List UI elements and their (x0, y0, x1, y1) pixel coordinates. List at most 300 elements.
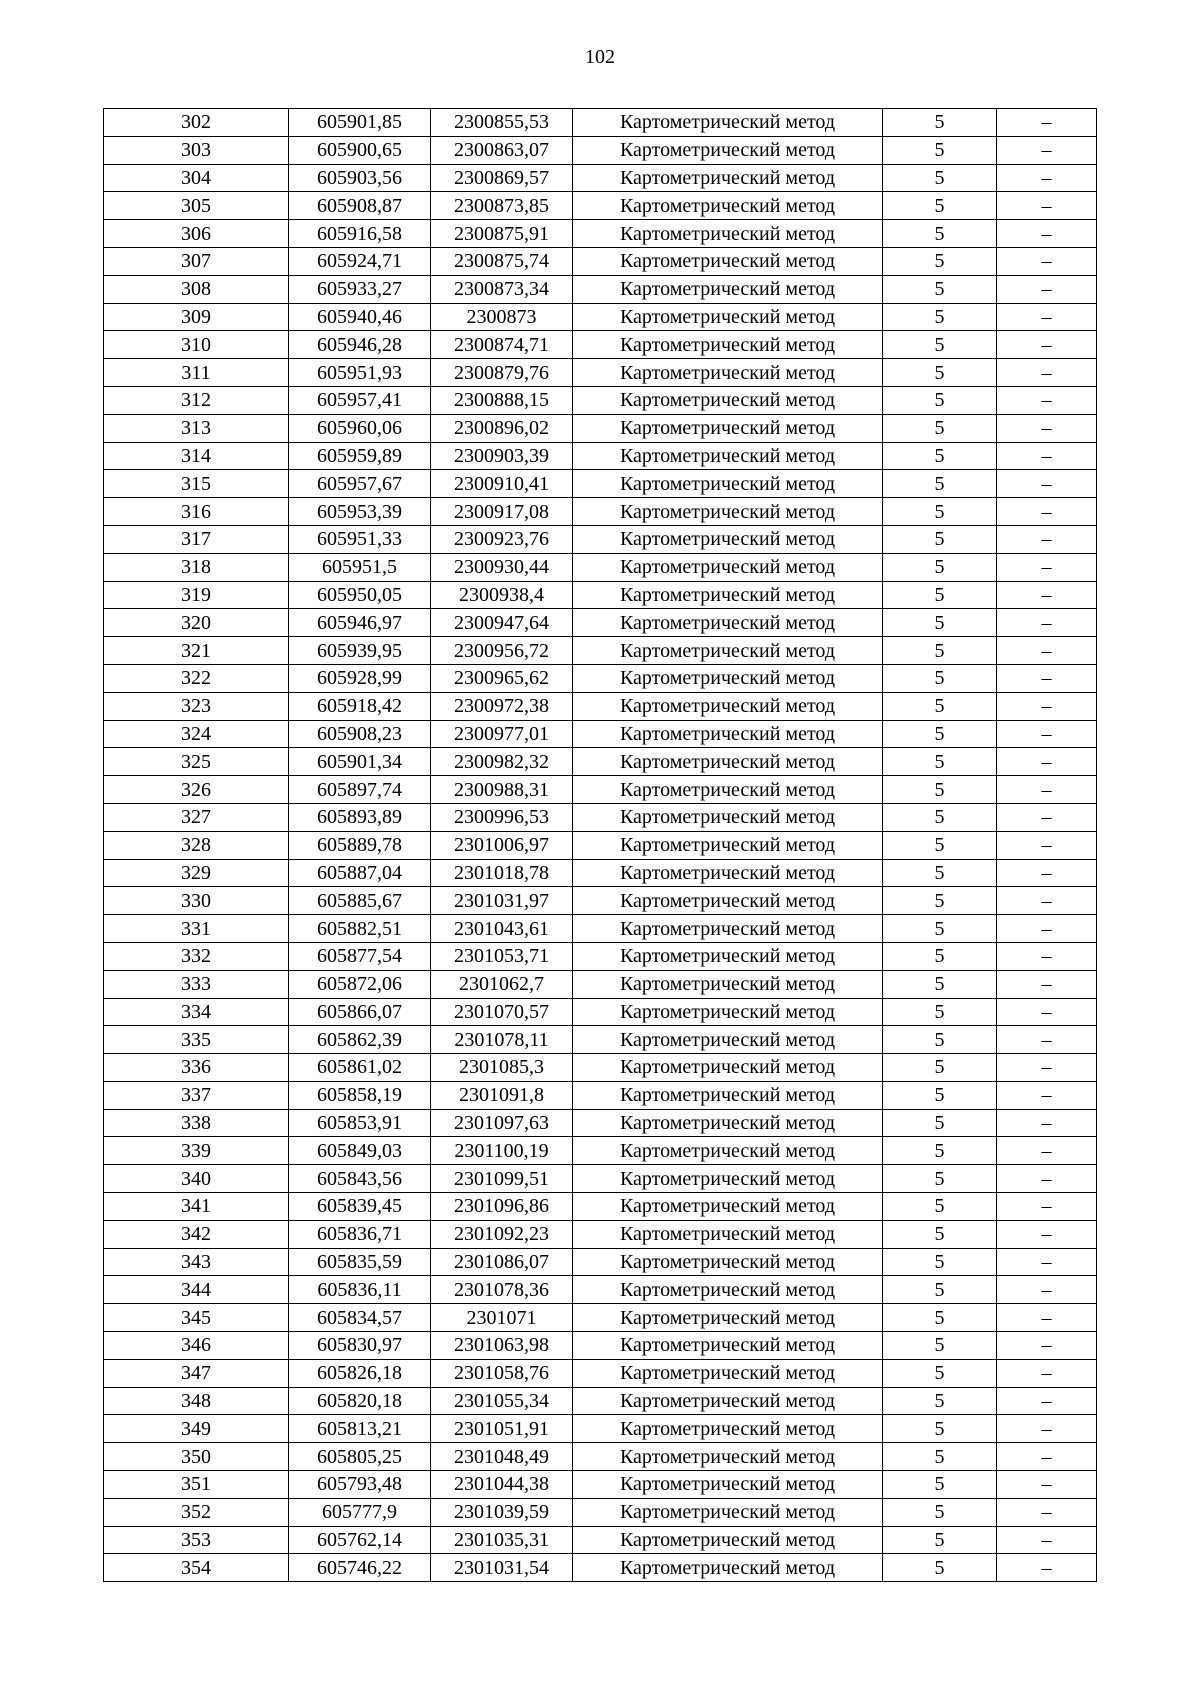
point-number-cell: 303 (104, 136, 289, 164)
y-coordinate-cell: 2301063,98 (431, 1332, 573, 1360)
x-coordinate-cell: 605849,03 (289, 1137, 431, 1165)
description-cell: – (997, 1415, 1097, 1443)
method-cell: Картометрический метод (573, 1387, 883, 1415)
table-row (104, 525, 1097, 553)
accuracy-cell: 5 (883, 1526, 997, 1554)
description-cell: – (997, 664, 1097, 692)
description-cell: – (997, 1248, 1097, 1276)
description-cell: – (997, 247, 1097, 275)
description-cell: – (997, 1220, 1097, 1248)
method-cell: Картометрический метод (573, 525, 883, 553)
accuracy-cell: 5 (883, 942, 997, 970)
description-cell: – (997, 192, 1097, 220)
table-row (104, 442, 1097, 470)
description-cell: – (997, 1081, 1097, 1109)
method-cell: Картометрический метод (573, 192, 883, 220)
accuracy-cell: 5 (883, 1415, 997, 1443)
y-coordinate-cell: 2300873 (431, 303, 573, 331)
description-cell: – (997, 136, 1097, 164)
point-number-cell: 323 (104, 692, 289, 720)
point-number-cell: 308 (104, 275, 289, 303)
x-coordinate-cell: 605918,42 (289, 692, 431, 720)
table-row (104, 1387, 1097, 1415)
method-cell: Картометрический метод (573, 1220, 883, 1248)
method-cell: Картометрический метод (573, 1471, 883, 1499)
table-row (104, 1304, 1097, 1332)
method-cell: Картометрический метод (573, 275, 883, 303)
x-coordinate-cell: 605836,71 (289, 1220, 431, 1248)
description-cell: – (997, 1332, 1097, 1360)
description-cell: – (997, 581, 1097, 609)
accuracy-cell: 5 (883, 1193, 997, 1221)
accuracy-cell: 5 (883, 359, 997, 387)
table-row (104, 386, 1097, 414)
point-number-cell: 345 (104, 1304, 289, 1332)
y-coordinate-cell: 2301018,78 (431, 859, 573, 887)
y-coordinate-cell: 2300938,4 (431, 581, 573, 609)
y-coordinate-cell: 2300996,53 (431, 803, 573, 831)
x-coordinate-cell: 605893,89 (289, 803, 431, 831)
point-number-cell: 315 (104, 470, 289, 498)
point-number-cell: 351 (104, 1471, 289, 1499)
method-cell: Картометрический метод (573, 803, 883, 831)
y-coordinate-cell: 2300879,76 (431, 359, 573, 387)
method-cell: Картометрический метод (573, 1026, 883, 1054)
description-cell: – (997, 331, 1097, 359)
x-coordinate-cell: 605834,57 (289, 1304, 431, 1332)
method-cell: Картометрический метод (573, 942, 883, 970)
y-coordinate-cell: 2300875,74 (431, 247, 573, 275)
method-cell: Картометрический метод (573, 359, 883, 387)
x-coordinate-cell: 605835,59 (289, 1248, 431, 1276)
table-row (104, 1026, 1097, 1054)
method-cell: Картометрический метод (573, 470, 883, 498)
point-number-cell: 333 (104, 970, 289, 998)
accuracy-cell: 5 (883, 331, 997, 359)
y-coordinate-cell: 2301031,97 (431, 887, 573, 915)
accuracy-cell: 5 (883, 1165, 997, 1193)
y-coordinate-cell: 2300972,38 (431, 692, 573, 720)
y-coordinate-cell: 2301078,36 (431, 1276, 573, 1304)
accuracy-cell: 5 (883, 275, 997, 303)
table-row (104, 609, 1097, 637)
table-row (104, 915, 1097, 943)
method-cell: Картометрический метод (573, 859, 883, 887)
description-cell: – (997, 1165, 1097, 1193)
accuracy-cell: 5 (883, 581, 997, 609)
point-number-cell: 330 (104, 887, 289, 915)
accuracy-cell: 5 (883, 136, 997, 164)
description-cell: – (997, 1471, 1097, 1499)
accuracy-cell: 5 (883, 1304, 997, 1332)
description-cell: – (997, 470, 1097, 498)
point-number-cell: 344 (104, 1276, 289, 1304)
y-coordinate-cell: 2301048,49 (431, 1443, 573, 1471)
y-coordinate-cell: 2300910,41 (431, 470, 573, 498)
table-row (104, 1554, 1097, 1582)
method-cell: Картометрический метод (573, 1137, 883, 1165)
point-number-cell: 329 (104, 859, 289, 887)
point-number-cell: 334 (104, 998, 289, 1026)
description-cell: – (997, 942, 1097, 970)
accuracy-cell: 5 (883, 470, 997, 498)
accuracy-cell: 5 (883, 1054, 997, 1082)
y-coordinate-cell: 2300923,76 (431, 525, 573, 553)
description-cell: – (997, 748, 1097, 776)
accuracy-cell: 5 (883, 720, 997, 748)
table-row (104, 1526, 1097, 1554)
coordinates-table-body (104, 109, 1097, 1582)
method-cell: Картометрический метод (573, 915, 883, 943)
accuracy-cell: 5 (883, 692, 997, 720)
accuracy-cell: 5 (883, 859, 997, 887)
accuracy-cell: 5 (883, 1471, 997, 1499)
y-coordinate-cell: 2300965,62 (431, 664, 573, 692)
accuracy-cell: 5 (883, 1554, 997, 1582)
method-cell: Картометрический метод (573, 553, 883, 581)
table-row (104, 136, 1097, 164)
accuracy-cell: 5 (883, 1137, 997, 1165)
y-coordinate-cell: 2301006,97 (431, 831, 573, 859)
method-cell: Картометрический метод (573, 581, 883, 609)
description-cell: – (997, 303, 1097, 331)
accuracy-cell: 5 (883, 803, 997, 831)
table-row (104, 1165, 1097, 1193)
table-row (104, 1332, 1097, 1360)
table-row (104, 470, 1097, 498)
accuracy-cell: 5 (883, 1387, 997, 1415)
table-row (104, 748, 1097, 776)
y-coordinate-cell: 2300977,01 (431, 720, 573, 748)
point-number-cell: 336 (104, 1054, 289, 1082)
x-coordinate-cell: 605877,54 (289, 942, 431, 970)
description-cell: – (997, 220, 1097, 248)
point-number-cell: 305 (104, 192, 289, 220)
point-number-cell: 337 (104, 1081, 289, 1109)
table-row (104, 1276, 1097, 1304)
method-cell: Картометрический метод (573, 1554, 883, 1582)
description-cell: – (997, 1026, 1097, 1054)
x-coordinate-cell: 605908,23 (289, 720, 431, 748)
description-cell: – (997, 1443, 1097, 1471)
method-cell: Картометрический метод (573, 386, 883, 414)
y-coordinate-cell: 2300947,64 (431, 609, 573, 637)
x-coordinate-cell: 605887,04 (289, 859, 431, 887)
method-cell: Картометрический метод (573, 776, 883, 804)
accuracy-cell: 5 (883, 1443, 997, 1471)
x-coordinate-cell: 605762,14 (289, 1526, 431, 1554)
accuracy-cell: 5 (883, 247, 997, 275)
table-row (104, 1498, 1097, 1526)
y-coordinate-cell: 2300896,02 (431, 414, 573, 442)
x-coordinate-cell: 605951,93 (289, 359, 431, 387)
description-cell: – (997, 831, 1097, 859)
x-coordinate-cell: 605830,97 (289, 1332, 431, 1360)
table-row (104, 359, 1097, 387)
table-row (104, 720, 1097, 748)
point-number-cell: 312 (104, 386, 289, 414)
point-number-cell: 343 (104, 1248, 289, 1276)
method-cell: Картометрический метод (573, 720, 883, 748)
table-row (104, 831, 1097, 859)
y-coordinate-cell: 2301031,54 (431, 1554, 573, 1582)
method-cell: Картометрический метод (573, 692, 883, 720)
table-row (104, 1109, 1097, 1137)
accuracy-cell: 5 (883, 386, 997, 414)
point-number-cell: 339 (104, 1137, 289, 1165)
description-cell: – (997, 970, 1097, 998)
y-coordinate-cell: 2301053,71 (431, 942, 573, 970)
y-coordinate-cell: 2301039,59 (431, 1498, 573, 1526)
table-row (104, 1359, 1097, 1387)
method-cell: Картометрический метод (573, 1359, 883, 1387)
point-number-cell: 304 (104, 164, 289, 192)
x-coordinate-cell: 605946,28 (289, 331, 431, 359)
description-cell: – (997, 275, 1097, 303)
accuracy-cell: 5 (883, 887, 997, 915)
description-cell: – (997, 1193, 1097, 1221)
method-cell: Картометрический метод (573, 331, 883, 359)
point-number-cell: 331 (104, 915, 289, 943)
x-coordinate-cell: 605924,71 (289, 247, 431, 275)
table-row (104, 970, 1097, 998)
point-number-cell: 302 (104, 109, 289, 137)
method-cell: Картометрический метод (573, 1526, 883, 1554)
method-cell: Картометрический метод (573, 414, 883, 442)
point-number-cell: 349 (104, 1415, 289, 1443)
y-coordinate-cell: 2301097,63 (431, 1109, 573, 1137)
point-number-cell: 318 (104, 553, 289, 581)
x-coordinate-cell: 605826,18 (289, 1359, 431, 1387)
description-cell: – (997, 637, 1097, 665)
method-cell: Картометрический метод (573, 1276, 883, 1304)
method-cell: Картометрический метод (573, 164, 883, 192)
table-row (104, 331, 1097, 359)
description-cell: – (997, 414, 1097, 442)
y-coordinate-cell: 2300863,07 (431, 136, 573, 164)
x-coordinate-cell: 605897,74 (289, 776, 431, 804)
x-coordinate-cell: 605940,46 (289, 303, 431, 331)
method-cell: Картометрический метод (573, 1054, 883, 1082)
table-row (104, 1443, 1097, 1471)
method-cell: Картометрический метод (573, 247, 883, 275)
x-coordinate-cell: 605951,5 (289, 553, 431, 581)
description-cell: – (997, 525, 1097, 553)
description-cell: – (997, 359, 1097, 387)
table-row (104, 887, 1097, 915)
y-coordinate-cell: 2300982,32 (431, 748, 573, 776)
x-coordinate-cell: 605885,67 (289, 887, 431, 915)
description-cell: – (997, 1054, 1097, 1082)
description-cell: – (997, 998, 1097, 1026)
point-number-cell: 340 (104, 1165, 289, 1193)
x-coordinate-cell: 605933,27 (289, 275, 431, 303)
table-row (104, 1193, 1097, 1221)
method-cell: Картометрический метод (573, 1498, 883, 1526)
description-cell: – (997, 859, 1097, 887)
accuracy-cell: 5 (883, 525, 997, 553)
accuracy-cell: 5 (883, 1026, 997, 1054)
point-number-cell: 347 (104, 1359, 289, 1387)
accuracy-cell: 5 (883, 1332, 997, 1360)
description-cell: – (997, 1304, 1097, 1332)
point-number-cell: 341 (104, 1193, 289, 1221)
accuracy-cell: 5 (883, 192, 997, 220)
table-row (104, 553, 1097, 581)
x-coordinate-cell: 605889,78 (289, 831, 431, 859)
y-coordinate-cell: 2300930,44 (431, 553, 573, 581)
y-coordinate-cell: 2301085,3 (431, 1054, 573, 1082)
table-row (104, 1220, 1097, 1248)
method-cell: Картометрический метод (573, 998, 883, 1026)
table-row (104, 247, 1097, 275)
description-cell: – (997, 498, 1097, 526)
point-number-cell: 328 (104, 831, 289, 859)
description-cell: – (997, 442, 1097, 470)
table-row (104, 1248, 1097, 1276)
y-coordinate-cell: 2300888,15 (431, 386, 573, 414)
y-coordinate-cell: 2301086,07 (431, 1248, 573, 1276)
table-row (104, 192, 1097, 220)
table-row (104, 692, 1097, 720)
method-cell: Картометрический метод (573, 303, 883, 331)
point-number-cell: 327 (104, 803, 289, 831)
point-number-cell: 342 (104, 1220, 289, 1248)
accuracy-cell: 5 (883, 748, 997, 776)
accuracy-cell: 5 (883, 303, 997, 331)
y-coordinate-cell: 2301100,19 (431, 1137, 573, 1165)
accuracy-cell: 5 (883, 831, 997, 859)
x-coordinate-cell: 605882,51 (289, 915, 431, 943)
accuracy-cell: 5 (883, 1081, 997, 1109)
table-row (104, 164, 1097, 192)
y-coordinate-cell: 2301070,57 (431, 998, 573, 1026)
method-cell: Картометрический метод (573, 748, 883, 776)
y-coordinate-cell: 2301055,34 (431, 1387, 573, 1415)
point-number-cell: 338 (104, 1109, 289, 1137)
method-cell: Картометрический метод (573, 1332, 883, 1360)
point-number-cell: 346 (104, 1332, 289, 1360)
method-cell: Картометрический метод (573, 1081, 883, 1109)
point-number-cell: 313 (104, 414, 289, 442)
method-cell: Картометрический метод (573, 1415, 883, 1443)
accuracy-cell: 5 (883, 1498, 997, 1526)
y-coordinate-cell: 2301035,31 (431, 1526, 573, 1554)
description-cell: – (997, 776, 1097, 804)
x-coordinate-cell: 605900,65 (289, 136, 431, 164)
method-cell: Картометрический метод (573, 442, 883, 470)
description-cell: – (997, 915, 1097, 943)
x-coordinate-cell: 605946,97 (289, 609, 431, 637)
y-coordinate-cell: 2301062,7 (431, 970, 573, 998)
method-cell: Картометрический метод (573, 831, 883, 859)
y-coordinate-cell: 2301051,91 (431, 1415, 573, 1443)
description-cell: – (997, 1276, 1097, 1304)
y-coordinate-cell: 2301091,8 (431, 1081, 573, 1109)
method-cell: Картометрический метод (573, 220, 883, 248)
accuracy-cell: 5 (883, 970, 997, 998)
method-cell: Картометрический метод (573, 136, 883, 164)
point-number-cell: 311 (104, 359, 289, 387)
description-cell: – (997, 164, 1097, 192)
table-row (104, 220, 1097, 248)
point-number-cell: 348 (104, 1387, 289, 1415)
point-number-cell: 350 (104, 1443, 289, 1471)
method-cell: Картометрический метод (573, 970, 883, 998)
page-number: 102 (585, 46, 615, 68)
accuracy-cell: 5 (883, 1220, 997, 1248)
accuracy-cell: 5 (883, 164, 997, 192)
table-row (104, 275, 1097, 303)
point-number-cell: 316 (104, 498, 289, 526)
y-coordinate-cell: 2300869,57 (431, 164, 573, 192)
table-row (104, 664, 1097, 692)
table-row (104, 1137, 1097, 1165)
description-cell: – (997, 386, 1097, 414)
y-coordinate-cell: 2300988,31 (431, 776, 573, 804)
point-number-cell: 321 (104, 637, 289, 665)
description-cell: – (997, 1387, 1097, 1415)
description-cell: – (997, 887, 1097, 915)
accuracy-cell: 5 (883, 498, 997, 526)
x-coordinate-cell: 605908,87 (289, 192, 431, 220)
table-row (104, 109, 1097, 137)
point-number-cell: 354 (104, 1554, 289, 1582)
accuracy-cell: 5 (883, 776, 997, 804)
description-cell: – (997, 803, 1097, 831)
y-coordinate-cell: 2301092,23 (431, 1220, 573, 1248)
y-coordinate-cell: 2301099,51 (431, 1165, 573, 1193)
accuracy-cell: 5 (883, 414, 997, 442)
description-cell: – (997, 720, 1097, 748)
table-row (104, 1415, 1097, 1443)
point-number-cell: 309 (104, 303, 289, 331)
point-number-cell: 326 (104, 776, 289, 804)
y-coordinate-cell: 2301096,86 (431, 1193, 573, 1221)
description-cell: – (997, 692, 1097, 720)
coordinates-table (103, 108, 1097, 1582)
point-number-cell: 319 (104, 581, 289, 609)
method-cell: Картометрический метод (573, 109, 883, 137)
accuracy-cell: 5 (883, 664, 997, 692)
y-coordinate-cell: 2301044,38 (431, 1471, 573, 1499)
method-cell: Картометрический метод (573, 1109, 883, 1137)
point-number-cell: 332 (104, 942, 289, 970)
table-row (104, 1081, 1097, 1109)
table-row (104, 998, 1097, 1026)
point-number-cell: 310 (104, 331, 289, 359)
method-cell: Картометрический метод (573, 664, 883, 692)
point-number-cell: 352 (104, 1498, 289, 1526)
y-coordinate-cell: 2300873,85 (431, 192, 573, 220)
x-coordinate-cell: 605957,41 (289, 386, 431, 414)
method-cell: Картометрический метод (573, 609, 883, 637)
description-cell: – (997, 1359, 1097, 1387)
point-number-cell: 306 (104, 220, 289, 248)
point-number-cell: 353 (104, 1526, 289, 1554)
y-coordinate-cell: 2300875,91 (431, 220, 573, 248)
accuracy-cell: 5 (883, 998, 997, 1026)
description-cell: – (997, 1526, 1097, 1554)
accuracy-cell: 5 (883, 637, 997, 665)
x-coordinate-cell: 605777,9 (289, 1498, 431, 1526)
accuracy-cell: 5 (883, 442, 997, 470)
method-cell: Картометрический метод (573, 1193, 883, 1221)
method-cell: Картометрический метод (573, 887, 883, 915)
x-coordinate-cell: 605820,18 (289, 1387, 431, 1415)
y-coordinate-cell: 2300873,34 (431, 275, 573, 303)
x-coordinate-cell: 605903,56 (289, 164, 431, 192)
